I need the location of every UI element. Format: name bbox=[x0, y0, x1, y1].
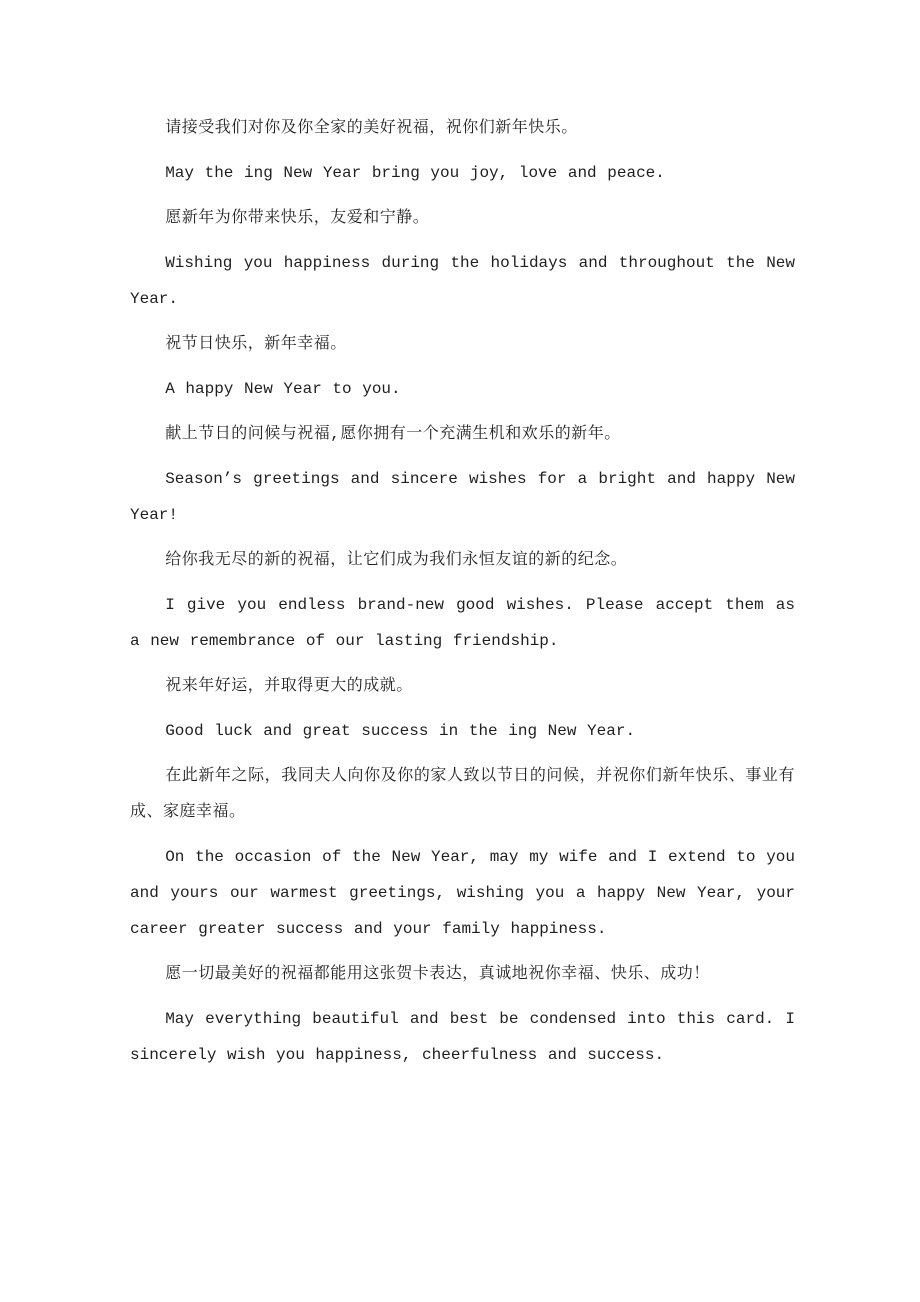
paragraph: On the occasion of the New Year, may my wife and I extend to you and yours our warmest greetings, wishing you a happy New Year, your career greater success and your family happiness. bbox=[130, 848, 795, 938]
paragraph: 祝节日快乐，新年幸福。 bbox=[165, 335, 347, 353]
paragraph: I give you endless brand-new good wishes. Please accept them as a new remembrance of our lasting friendship. bbox=[130, 596, 795, 650]
paragraph: May everything beautiful and best be condensed into this card. I sincerely wish you happiness, cheerfulness and success. bbox=[130, 1010, 795, 1064]
paragraph: 愿新年为你带来快乐，友爱和宁静。 bbox=[165, 209, 430, 227]
paragraph: 祝来年好运，并取得更大的成就。 bbox=[165, 677, 413, 695]
paragraph: 请接受我们对你及你全家的美好祝福，祝你们新年快乐。 bbox=[165, 119, 578, 137]
paragraph: A happy New Year to you. bbox=[165, 380, 401, 398]
paragraph: Season’s greetings and sincere wishes for a bright and happy New Year! bbox=[130, 470, 795, 524]
paragraph: 愿一切最美好的祝福都能用这张贺卡表达，真诚地祝你幸福、快乐、成功！ bbox=[165, 965, 710, 983]
paragraph: 给你我无尽的新的祝福，让它们成为我们永恒友谊的新的纪念。 bbox=[165, 551, 628, 569]
paragraph: May the ing New Year bring you joy, love and peace. bbox=[165, 164, 665, 182]
paragraph: 献上节日的问候与祝福,愿你拥有一个充满生机和欢乐的新年。 bbox=[165, 425, 621, 443]
text-content bbox=[130, 110, 795, 1073]
paragraph: Wishing you happiness during the holidays and throughout the New Year. bbox=[130, 254, 795, 308]
paragraph: 在此新年之际，我同夫人向你及你的家人致以节日的问候，并祝你们新年快乐、事业有成、家庭幸福。 bbox=[130, 767, 795, 821]
paragraph: Good luck and great success in the ing New Year. bbox=[165, 722, 636, 740]
